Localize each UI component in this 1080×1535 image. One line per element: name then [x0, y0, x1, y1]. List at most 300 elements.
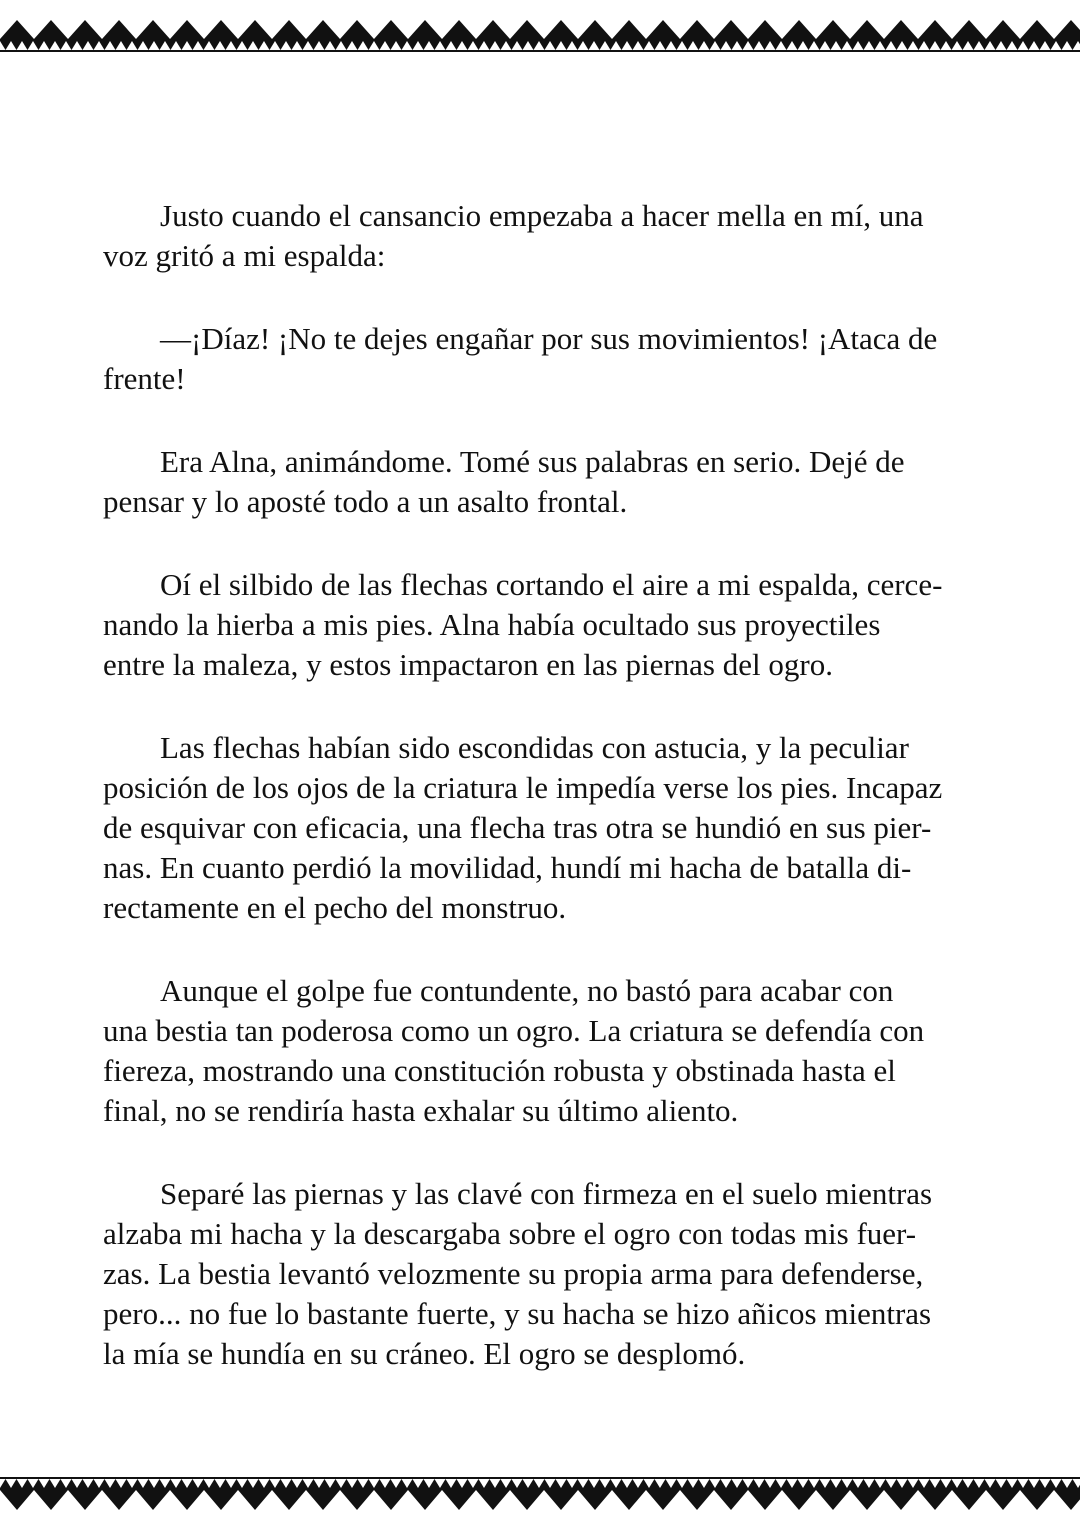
border-zigzag: [583, 41, 594, 50]
border-zigzag: [506, 41, 517, 50]
border-zigzag: [528, 1479, 539, 1488]
border-zigzag: [913, 1479, 924, 1488]
border-triangle: [0, 20, 34, 39]
border-zigzag: [968, 41, 979, 50]
border-zigzag: [330, 41, 341, 50]
border-zigzag: [209, 1479, 220, 1488]
border-zigzag: [495, 41, 506, 50]
border-zigzag: [121, 1479, 132, 1488]
border-zigzag: [154, 41, 165, 50]
border-zigzag: [429, 1479, 440, 1488]
border-triangle: [136, 1490, 170, 1510]
border-zigzag: [451, 1479, 462, 1488]
border-triangle: [612, 1490, 646, 1510]
border-zigzag: [561, 1479, 572, 1488]
border-triangle: [408, 1490, 442, 1510]
text-line: rectamente en el pecho del monstruo.: [103, 890, 567, 925]
border-zigzag: [165, 1479, 176, 1488]
border-triangle: [1054, 1490, 1080, 1510]
border-triangle: [442, 1490, 476, 1510]
border-zigzag: [440, 41, 451, 50]
top-zigzag-row: [0, 41, 1080, 50]
border-triangle: [884, 20, 918, 39]
border-zigzag: [1067, 1479, 1078, 1488]
border-zigzag: [1001, 41, 1012, 50]
border-zigzag: [242, 1479, 253, 1488]
text-line: nas. En cuanto perdió la movilidad, hundí mi hacha de batalla di-: [103, 850, 912, 885]
border-triangle: [374, 1490, 408, 1510]
border-zigzag: [363, 1479, 374, 1488]
border-triangle: [442, 20, 476, 39]
border-zigzag: [550, 41, 561, 50]
border-zigzag: [924, 41, 935, 50]
border-zigzag: [693, 1479, 704, 1488]
border-zigzag: [836, 41, 847, 50]
border-triangle: [102, 20, 136, 39]
border-triangle: [986, 1490, 1020, 1510]
border-zigzag: [88, 41, 99, 50]
border-zigzag: [869, 1479, 880, 1488]
border-zigzag: [297, 1479, 308, 1488]
bottom-triangle-row: [0, 1490, 1080, 1510]
border-zigzag: [242, 41, 253, 50]
border-triangle: [170, 20, 204, 39]
border-zigzag: [660, 1479, 671, 1488]
border-zigzag: [990, 41, 1001, 50]
border-zigzag: [484, 1479, 495, 1488]
text-line: nando la hierba a mis pies. Alna había ocultado sus proyectiles: [103, 607, 881, 642]
border-zigzag: [176, 41, 187, 50]
border-zigzag: [132, 1479, 143, 1488]
border-zigzag: [605, 1479, 616, 1488]
top-border-line: [0, 39, 1080, 41]
border-zigzag: [385, 41, 396, 50]
border-zigzag: [396, 41, 407, 50]
border-triangle: [340, 1490, 374, 1510]
border-zigzag: [176, 1479, 187, 1488]
border-zigzag: [319, 41, 330, 50]
border-triangle: [0, 1490, 34, 1510]
border-triangle: [238, 20, 272, 39]
text-line: Oí el silbido de las flechas cortando el aire a mi espalda, cerce-: [160, 567, 943, 602]
border-zigzag: [286, 41, 297, 50]
border-triangle: [544, 1490, 578, 1510]
border-zigzag: [869, 41, 880, 50]
text-line: fiereza, mostrando una constitución robusta y obstinada hasta el: [103, 1053, 896, 1088]
border-zigzag: [616, 1479, 627, 1488]
bottom-zigzag-row: [0, 1479, 1080, 1488]
border-zigzag: [264, 41, 275, 50]
border-zigzag: [979, 1479, 990, 1488]
border-triangle: [850, 20, 884, 39]
border-triangle: [272, 1490, 306, 1510]
bottom-border-line: [0, 1488, 1080, 1490]
border-zigzag: [792, 41, 803, 50]
border-zigzag: [847, 41, 858, 50]
border-triangle: [714, 20, 748, 39]
border-zigzag: [66, 1479, 77, 1488]
paragraph-5: [103, 728, 973, 928]
border-triangle: [34, 20, 68, 39]
border-zigzag: [627, 41, 638, 50]
border-zigzag: [715, 41, 726, 50]
border-zigzag: [77, 41, 88, 50]
border-zigzag: [517, 41, 528, 50]
border-zigzag: [891, 41, 902, 50]
border-zigzag: [187, 1479, 198, 1488]
border-zigzag: [22, 1479, 33, 1488]
border-zigzag: [55, 1479, 66, 1488]
border-zigzag: [396, 1479, 407, 1488]
border-triangle: [408, 20, 442, 39]
border-zigzag: [561, 41, 572, 50]
text-line: la mía se hundía en su cráneo. El ogro se desplomó.: [103, 1336, 746, 1371]
border-zigzag: [363, 41, 374, 50]
border-zigzag: [715, 1479, 726, 1488]
border-zigzag: [539, 1479, 550, 1488]
border-zigzag: [726, 41, 737, 50]
border-triangle: [476, 1490, 510, 1510]
border-zigzag: [44, 41, 55, 50]
border-zigzag: [143, 1479, 154, 1488]
border-triangle: [680, 1490, 714, 1510]
border-zigzag: [495, 1479, 506, 1488]
text-line: alzaba mi hacha y la descargaba sobre el ogro con todas mis fuer-: [103, 1216, 917, 1251]
border-zigzag: [44, 1479, 55, 1488]
border-zigzag: [528, 41, 539, 50]
text-line: zas. La bestia levantó velozmente su propia arma para defenderse,: [103, 1256, 924, 1291]
border-zigzag: [1056, 1479, 1067, 1488]
border-zigzag: [781, 1479, 792, 1488]
border-zigzag: [957, 41, 968, 50]
border-zigzag: [1023, 1479, 1034, 1488]
border-zigzag: [616, 41, 627, 50]
border-zigzag: [264, 1479, 275, 1488]
border-zigzag: [594, 41, 605, 50]
text-line: Justo cuando el cansancio empezaba a hacer mella en mí, una: [160, 198, 924, 233]
border-triangle: [374, 20, 408, 39]
text-line: posición de los ojos de la criatura le impedía verse los pies. Incapaz: [103, 770, 943, 805]
top-triangle-row: [0, 20, 1080, 39]
text-line: frente!: [103, 361, 186, 396]
paragraph-7: [103, 1174, 973, 1374]
border-zigzag: [946, 1479, 957, 1488]
border-triangle: [476, 20, 510, 39]
border-zigzag: [572, 1479, 583, 1488]
text-line: entre la maleza, y estos impactaron en las piernas del ogro.: [103, 647, 833, 682]
border-triangle: [306, 1490, 340, 1510]
border-triangle: [272, 20, 306, 39]
border-zigzag: [660, 41, 671, 50]
border-triangle: [952, 20, 986, 39]
border-zigzag: [440, 1479, 451, 1488]
border-zigzag: [374, 1479, 385, 1488]
border-zigzag: [825, 41, 836, 50]
paragraph-3: [103, 442, 973, 522]
border-zigzag: [407, 1479, 418, 1488]
border-zigzag: [77, 1479, 88, 1488]
top-border-line-lower: [0, 50, 1080, 52]
border-zigzag: [187, 41, 198, 50]
border-zigzag: [231, 41, 242, 50]
border-zigzag: [704, 1479, 715, 1488]
border-zigzag: [55, 41, 66, 50]
border-zigzag: [847, 1479, 858, 1488]
border-zigzag: [66, 41, 77, 50]
border-zigzag: [352, 41, 363, 50]
border-zigzag: [682, 41, 693, 50]
border-triangle: [34, 1490, 68, 1510]
border-zigzag: [165, 41, 176, 50]
border-zigzag: [902, 41, 913, 50]
border-zigzag: [594, 1479, 605, 1488]
text-line: de esquivar con eficacia, una flecha tras otra se hundió en sus pier-: [103, 810, 932, 845]
text-line: Aunque el golpe fue contundente, no bastó para acabar con: [160, 973, 894, 1008]
text-line: pensar y lo aposté todo a un asalto frontal.: [103, 484, 628, 519]
border-zigzag: [770, 41, 781, 50]
border-zigzag: [924, 1479, 935, 1488]
border-zigzag: [286, 1479, 297, 1488]
border-zigzag: [737, 1479, 748, 1488]
border-zigzag: [770, 1479, 781, 1488]
border-zigzag: [968, 1479, 979, 1488]
border-triangle: [544, 20, 578, 39]
bottom-decorative-border: [0, 1475, 1080, 1521]
border-zigzag: [572, 41, 583, 50]
border-zigzag: [748, 41, 759, 50]
border-zigzag: [110, 1479, 121, 1488]
border-zigzag: [308, 41, 319, 50]
paragraph-6: [103, 971, 973, 1131]
border-zigzag: [462, 1479, 473, 1488]
border-triangle: [646, 20, 680, 39]
border-zigzag: [1034, 41, 1045, 50]
border-zigzag: [550, 1479, 561, 1488]
border-zigzag: [836, 1479, 847, 1488]
border-zigzag: [297, 41, 308, 50]
border-zigzag: [462, 41, 473, 50]
top-decorative-border: [0, 14, 1080, 56]
border-triangle: [850, 1490, 884, 1510]
border-zigzag: [583, 1479, 594, 1488]
border-zigzag: [121, 41, 132, 50]
border-triangle: [782, 20, 816, 39]
border-zigzag: [880, 41, 891, 50]
border-zigzag: [759, 41, 770, 50]
border-zigzag: [385, 1479, 396, 1488]
text-line: voz gritó a mi espalda:: [103, 238, 386, 273]
border-triangle: [68, 1490, 102, 1510]
border-zigzag: [517, 1479, 528, 1488]
text-line: una bestia tan poderosa como un ogro. La criatura se defendía con: [103, 1013, 925, 1048]
border-zigzag: [198, 1479, 209, 1488]
border-triangle: [952, 1490, 986, 1510]
border-zigzag: [1045, 1479, 1056, 1488]
border-zigzag: [11, 1479, 22, 1488]
border-triangle: [136, 20, 170, 39]
border-triangle: [918, 20, 952, 39]
border-zigzag: [748, 1479, 759, 1488]
border-triangle: [204, 20, 238, 39]
page-body-text: [103, 196, 973, 1417]
border-zigzag: [891, 1479, 902, 1488]
border-zigzag: [902, 1479, 913, 1488]
border-zigzag: [209, 41, 220, 50]
border-triangle: [884, 1490, 918, 1510]
border-zigzag: [671, 1479, 682, 1488]
border-triangle: [816, 20, 850, 39]
border-triangle: [748, 1490, 782, 1510]
border-triangle: [68, 20, 102, 39]
border-triangle: [612, 20, 646, 39]
border-zigzag: [649, 1479, 660, 1488]
border-zigzag: [451, 41, 462, 50]
border-zigzag: [429, 41, 440, 50]
border-zigzag: [99, 41, 110, 50]
border-zigzag: [341, 41, 352, 50]
border-zigzag: [506, 1479, 517, 1488]
border-zigzag: [1012, 41, 1023, 50]
border-zigzag: [880, 1479, 891, 1488]
border-zigzag: [319, 1479, 330, 1488]
border-zigzag: [627, 1479, 638, 1488]
border-zigzag: [231, 1479, 242, 1488]
border-zigzag: [990, 1479, 1001, 1488]
border-triangle: [1020, 20, 1054, 39]
border-zigzag: [1056, 41, 1067, 50]
border-zigzag: [858, 41, 869, 50]
border-zigzag: [341, 1479, 352, 1488]
border-zigzag: [605, 41, 616, 50]
border-triangle: [782, 1490, 816, 1510]
border-zigzag: [638, 1479, 649, 1488]
border-zigzag: [11, 41, 22, 50]
border-zigzag: [671, 41, 682, 50]
border-triangle: [238, 1490, 272, 1510]
border-zigzag: [275, 41, 286, 50]
border-zigzag: [33, 1479, 44, 1488]
border-triangle: [578, 1490, 612, 1510]
border-zigzag: [946, 41, 957, 50]
border-triangle: [510, 1490, 544, 1510]
border-zigzag: [275, 1479, 286, 1488]
border-zigzag: [825, 1479, 836, 1488]
border-zigzag: [814, 1479, 825, 1488]
border-zigzag: [418, 1479, 429, 1488]
border-zigzag: [803, 41, 814, 50]
border-zigzag: [803, 1479, 814, 1488]
border-triangle: [986, 20, 1020, 39]
border-zigzag: [935, 41, 946, 50]
text-line: Las flechas habían sido escondidas con astucia, y la peculiar: [160, 730, 909, 765]
border-triangle: [578, 20, 612, 39]
border-zigzag: [1045, 41, 1056, 50]
border-zigzag: [1012, 1479, 1023, 1488]
text-line: —¡Díaz! ¡No te dejes engañar por sus movimientos! ¡Ataca de: [160, 321, 938, 356]
border-zigzag: [22, 41, 33, 50]
border-zigzag: [374, 41, 385, 50]
text-line: Separé las piernas y las clavé con firmeza en el suelo mientras: [160, 1176, 933, 1211]
border-zigzag: [693, 41, 704, 50]
border-triangle: [748, 20, 782, 39]
bottom-border-line-upper: [0, 1477, 1080, 1479]
border-zigzag: [352, 1479, 363, 1488]
border-zigzag: [1034, 1479, 1045, 1488]
border-zigzag: [913, 41, 924, 50]
border-zigzag: [726, 1479, 737, 1488]
border-zigzag: [220, 41, 231, 50]
border-zigzag: [220, 1479, 231, 1488]
border-zigzag: [792, 1479, 803, 1488]
border-zigzag: [704, 41, 715, 50]
border-zigzag: [638, 41, 649, 50]
border-zigzag: [132, 41, 143, 50]
border-zigzag: [407, 41, 418, 50]
border-zigzag: [1023, 41, 1034, 50]
border-zigzag: [1067, 41, 1078, 50]
border-zigzag: [737, 41, 748, 50]
border-triangle: [680, 20, 714, 39]
border-zigzag: [88, 1479, 99, 1488]
border-triangle: [170, 1490, 204, 1510]
border-zigzag: [143, 41, 154, 50]
border-zigzag: [473, 1479, 484, 1488]
border-zigzag: [330, 1479, 341, 1488]
border-triangle: [714, 1490, 748, 1510]
text-line: final, no se rendiría hasta exhalar su último aliento.: [103, 1093, 739, 1128]
border-zigzag: [308, 1479, 319, 1488]
border-triangle: [1054, 20, 1080, 39]
text-line: pero... no fue lo bastante fuerte, y su hacha se hizo añicos mientras: [103, 1296, 932, 1331]
border-zigzag: [0, 1479, 11, 1488]
border-triangle: [340, 20, 374, 39]
border-zigzag: [0, 41, 11, 50]
border-zigzag: [154, 1479, 165, 1488]
border-zigzag: [979, 41, 990, 50]
text-line: Era Alna, animándome. Tomé sus palabras en serio. Dejé de: [160, 444, 905, 479]
border-zigzag: [253, 1479, 264, 1488]
border-zigzag: [539, 41, 550, 50]
border-zigzag: [99, 1479, 110, 1488]
border-zigzag: [649, 41, 660, 50]
border-zigzag: [198, 41, 209, 50]
border-zigzag: [110, 41, 121, 50]
border-zigzag: [418, 41, 429, 50]
border-zigzag: [759, 1479, 770, 1488]
border-triangle: [510, 20, 544, 39]
border-zigzag: [814, 41, 825, 50]
border-triangle: [816, 1490, 850, 1510]
border-zigzag: [935, 1479, 946, 1488]
border-zigzag: [957, 1479, 968, 1488]
border-triangle: [102, 1490, 136, 1510]
border-triangle: [204, 1490, 238, 1510]
paragraph-4: [103, 565, 973, 685]
border-zigzag: [682, 1479, 693, 1488]
border-zigzag: [858, 1479, 869, 1488]
border-zigzag: [781, 41, 792, 50]
paragraph-2: [103, 319, 973, 399]
border-zigzag: [33, 41, 44, 50]
border-triangle: [306, 20, 340, 39]
border-triangle: [646, 1490, 680, 1510]
border-triangle: [918, 1490, 952, 1510]
paragraph-1: [103, 196, 973, 276]
border-zigzag: [473, 41, 484, 50]
border-zigzag: [484, 41, 495, 50]
border-triangle: [1020, 1490, 1054, 1510]
border-zigzag: [253, 41, 264, 50]
